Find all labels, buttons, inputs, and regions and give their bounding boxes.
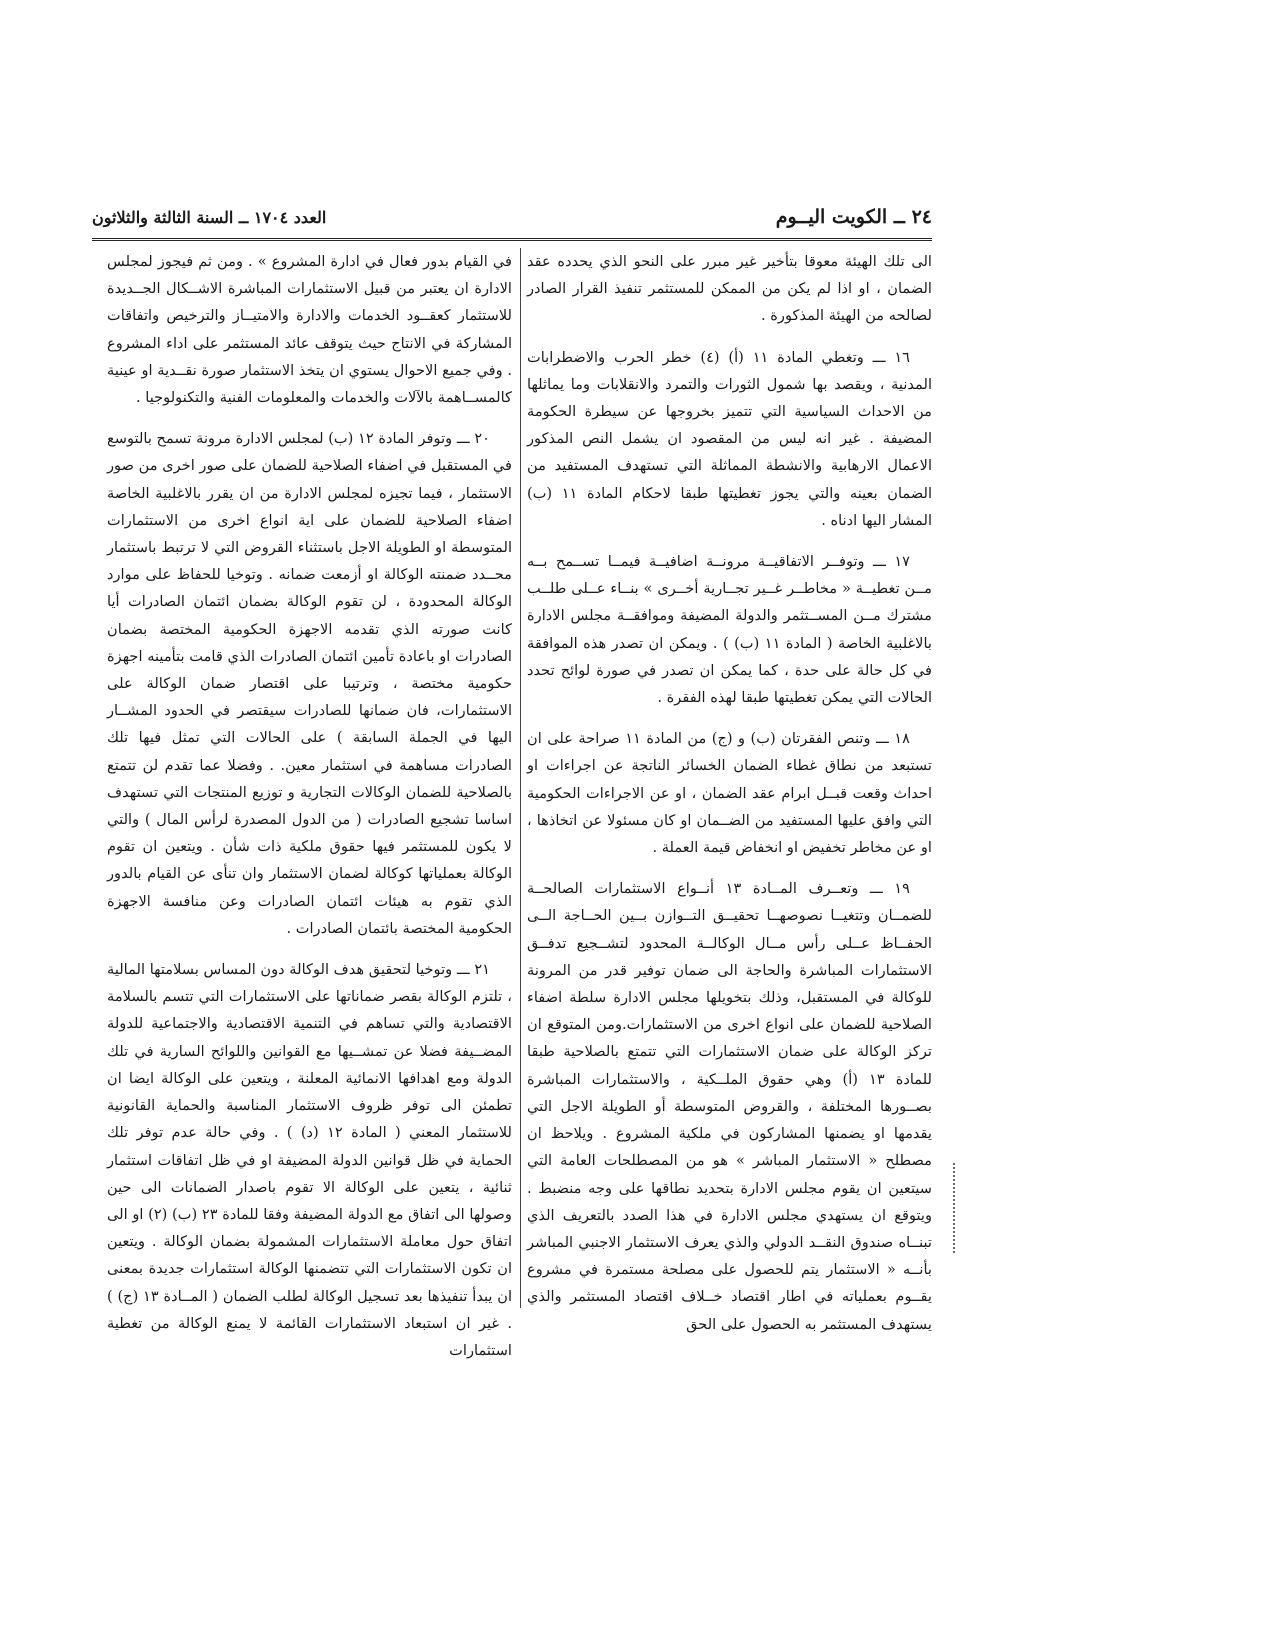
header-rule: [92, 238, 932, 241]
paragraph: ١٩ ـــ وتعــرف المــادة ١٣ أنــواع الاستثمارات الصالحــة للضمــان وتتغيــا نصوصهــا تحقيــق التــوازن بــين الحــاجة الــى الحفــاظ عــلى رأس مــال الوكالــة المحدود لتشــجيع تدفــق الاستثمارات المباشرة والحاجة الى ضمان توفير قدر من المرونة للوكالة في المستقبل، وذلك بتخويلها مجلس الادارة سلطة اضفاء الصلاحية للضمان على انواع اخرى من الاستثمارات.ومن المتوقع ان تركز الوكالة على ضمان الاستثمارات التي تتمتع بالصلاحية طبقا للمادة ١٣ (أ) وهي حقوق الملــكية ، والاستثمارات المباشرة بصــورها المختلفة ، والقروض المتوسطة أو الطويلة الاجل التي يقدمها او يضمنها المشاركون في ملكية المشروع . ويلاحظ ان مصطلح « الاستثمار المباشر » هو من المصطلحات العامة التي سيتعين ان يقوم مجلس الادارة بتحديد نطاقها على وجه منضبط . ويتوقع ان يستهدي مجلس الادارة في هذا الصدد بالتعريف الذي تبنــاه صندوق النقــد الدولي والذي يعرف الاستثمار الاجنبي المباشر بأنــه « الاستثمار يتم للحصول على مصلحة مستمرة في مشروع يقــوم بعملياته في اطار اقتصاد خــلاف اقتصاد المستثمر والذي يستهدف المستثمر به الحصول على الحق: [527, 880, 932, 1333]
page-header: [92, 204, 932, 234]
margin-mark: [953, 1163, 955, 1253]
paragraph: ٢١ ـــ وتوخيا لتحقيق هدف الوكالة دون المساس بسلامتها المالية ، تلتزم الوكالة بقصر ضماناتها على الاستثمارات التي تتسم بالسلامة الاقتصادية والتي تساهم في التنمية الاقتصادية والاجتماعية للدولة المضــيفة فضلا عن تمشــيها مع القوانين واللوائح السارية في تلك الدولة ومع اهدافها الانمائية المعلنة ، ويتعين على الوكالة ايضا ان تطمئن الى توفر ظروف الاستثمار المناسبة والحماية القانونية للاستثمار المعني ( المادة ١٢ (د) ) . وفي حالة عدم توفر تلك الحماية في ظل قوانين الدولة المضيفة او في ظل اتفاقات استثمار ثنائية ، يتعين على الوكالة الا تقوم باصدار الضمانات الى حين وصولها الى اتفاق مع الدولة المضيفة وفقا للمادة ٢٣ (ب) (٢) او الى اتفاق حول معاملة الاستثمارات المشمولة بضمان الوكالة . ويتعين ان تكون الاستثمارات التي تتضمنها الوكالة استثمارات جديدة بمعنى ان يبدأ تنفيذها بعد تسجيل الوكالة لطلب الضمان ( المــادة ١٣ (ج) ) . غير ان استبعاد الاستثمارات القائمة لا يمنع الوكالة من تغطية استثمارات: [107, 961, 513, 1359]
paragraph: ١٨ ـــ وتنص الفقرتان (ب) و (ج) من المادة ١١ صراحة على ان تستبعد من نطاق غطاء الضمان الخسائر الناتجة عن اجراءات او احداث وقعت قبــل ابرام عقد الضمان ، او عن الاجراءات الحكومية التي وافق عليها المستفيد من الضــمان او كان مسئولا عن اتخاذها ، او عن مخاطر تخفيض او انخفاض قيمة العملة .: [527, 730, 932, 857]
paragraph: ١٧ ـــ وتوفــر الاتفاقيــة مرونــة اضافيــة فيمــا تســمح بــه مــن تغطيــة « مخاطــر غــير تجــارية أخــرى » بنــاء عــلى طلــب مشترك مــن المســتثمر والدولة المضيفة وموافقــة مجلس الادارة بالاغلبية الخاصة ( المادة ١١ (ب) ) . ويمكن ان تصدر هذه الموافقة في كل حالة على حدة ، كما يمكن ان تصدر في صورة لوائح تحدد الحالات التي يمكن تغطيتها طبقا لهذه الفقرة .: [527, 553, 932, 707]
page-number-title: ٢٤ ــ الكويت اليــوم: [775, 206, 932, 228]
issue-info: العدد ١٧٠٤ ــ السنة الثالثة والثلاثون: [92, 208, 327, 227]
left-column: [107, 248, 513, 1359]
paragraph: ١٦ ـــ وتغطي المادة ١١ (أ) (٤) خطر الحرب والاضطرابات المدنية ، ويقصد بها شمول الثورات والتمرد والانقلابات وما يماثلها من الاحداث السياسية التي تتميز بخروجها عن سيطرة الحكومة المضيفة . غير انه ليس من المقصود ان يشمل النص المذكور الاعمال الارهابية والانشطة المماثلة التي تستهدف المستفيد من الضمان بعينه والتي يجوز تغطيتها طبقا لاحكام المادة ١١ (ب) المشار اليها ادناه .: [527, 348, 932, 529]
paragraph: في القيام بدور فعال في ادارة المشروع » . ومن ثم فيجوز لمجلس الادارة ان يعتبر من قبيل الاستثمارات المباشرة الاشــكال الجــديدة للاستثمار كعقــود الخدمات والادارة والامتيــاز والترخيص واتفاقات المشاركة في الانتاج حيث يتوقف عائد المستثمر على اداء المشروع . وفي جميع الاحوال يستوي ان يتخذ الاستثمار صورة نقــدية او عينية كالمســاهمة بالآلات والخدمات والمعلومات الفنية والتكنولوجيا .: [107, 253, 512, 407]
right-column: [527, 248, 932, 1333]
paragraph: ٢٠ ـــ وتوفر المادة ١٢ (ب) لمجلس الادارة مرونة تسمح بالتوسع في المستقبل في اضفاء الصلاحية للضمان على صور اخرى من صور الاستثمار ، فيما تجيزه لمجلس الادارة من ان يقرر بالاغلبية الخاصة اضفاء الصلاحية للضمان على اية انواع اخرى من الاستثمارات المتوسطة او الطويلة الاجل باستثناء القروض التي لا ترتبط باستثمار محــدد ضمنته الوكالة او أزمعت ضمانه . وتوخيا للحفاظ على موارد الوكالة المحدودة ، لن تقوم الوكالة بضمان ائتمان الصادرات أيا كانت صورته الذي تقدمه الاجهزة الحكومية المختصة بضمان الصادرات او باعادة تأمين ائتمان الصادرات الذي قامت بتأمينه اجهزة حكومية مختصة ، وترتيبا على اقتصار ضمان الوكالة على الاستثمارات، فان ضمانها للصادرات سيقتصر في الحدود المشــار اليها في الجملة السابقة ) على الحالات التي تمثل فيها تلك الصادرات مساهمة في استثمار معين. . وفضلا عما تقدم لن تتمتع بالصلاحية للضمان الوكالات التجارية و توزيع المنتجات التي تستهدف اساسا تشجيع الصادرات ( من الدول المصدرة لرأس المال ) والتي لا يكون للمستثمر فيها حقوق ملكية ذات شأن . ويتعين ان تقوم الوكالة بعملياتها كوكالة لضمان الاستثمار وان تنأى عن القيام بالدور الذي تقوم به هيئات ائتمان الصادرات وعن منافسة الاجهزة الحكومية المختصة بائتمان الصادرات .: [107, 430, 512, 937]
column-divider: [520, 248, 521, 1308]
paragraph: الى تلك الهيئة معوقا بتأخير غير مبرر على النحو الذي يحدده عقد الضمان ، او اذا لم يكن من الممكن للمستثمر تنفيذ القرار الصادر لصالحه من الهيئة المذكورة .: [527, 253, 932, 325]
